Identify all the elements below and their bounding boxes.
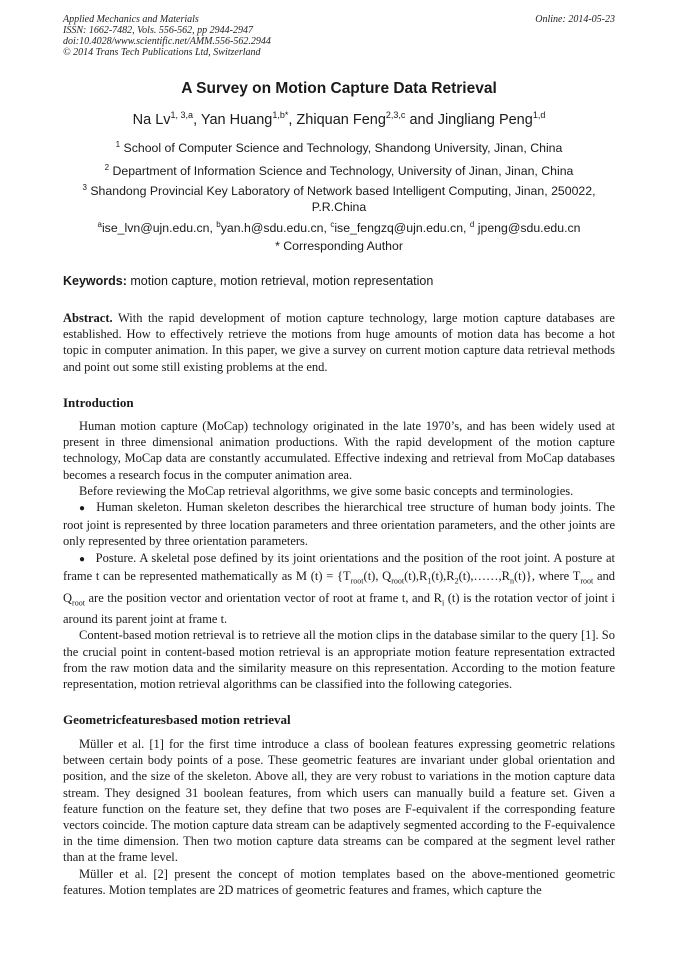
keywords-line [63, 274, 433, 288]
subscript: 1 [427, 576, 432, 586]
abstract-block [63, 310, 615, 375]
author-affil-sup: 2,3,c [385, 110, 406, 120]
abstract-text: With the rapid development of motion capture technology, large motion capture databases are established. How to effectively retrieve the motions from huge amounts of motion data has become a hot topic in computer animation. In this paper, we give a survey on current motion capture data retrieval methods and point out some still existing problems at the end. [63, 311, 615, 374]
posture-text: and Q [63, 568, 615, 605]
section-heading-introduction: Introduction [63, 395, 134, 410]
posture-text: (t),……,R [458, 568, 511, 583]
bullet-posture [63, 550, 615, 628]
subscript: root [580, 576, 594, 586]
online-date: Online: 2014-05-23 [535, 14, 615, 25]
subscript: root [350, 576, 364, 586]
email-sup: a [97, 220, 102, 229]
abstract-label: Abstract. [63, 311, 113, 325]
section-heading-geometric: Geometricfeaturesbased motion retrieval [63, 712, 291, 727]
author-name: Jingliang Peng [437, 111, 533, 128]
email-line [63, 217, 615, 236]
email-c: ise_fengzq@ujn.edu.cn, [334, 221, 467, 236]
affiliation-3 [63, 180, 615, 215]
journal-header [63, 14, 271, 58]
posture-text: (t),R [404, 568, 428, 583]
paper-title: A Survey on Motion Capture Data Retrieval [181, 80, 497, 97]
email-b: yan.h@sdu.edu.cn, [220, 221, 327, 236]
posture-text: (t) is the rotation vector of joint i around its parent joint at frame t. [63, 590, 615, 627]
intro-paragraph-3: Content-based motion retrieval is to retrieve all the motion clips in the database similar to the query [1]. So the crucial point in content-based motion retrieval is an appropriate motion feature representation extracted from the raw motion data and the similarity measure on this representation. According to the motion feature representation, motion retrieval algorithms can be classified into the following categories. [63, 628, 615, 692]
affil-text: School of Computer Science and Technology, Shandong University, Jinan, China [123, 141, 563, 156]
geometric-paragraph-1: Müller et al. [1] for the first time introduce a class of boolean features expressing geometric relations between certain body points of a pose. These geometric features are invariant under global orientation and position, and the size of the skeleton. Above all, they are very robust to variations in the motion capture data stream. They designed 31 boolean features, from which users can manually build a feature set. Given a feature function on the feature set, they define that two poses are F-equivalent if the corresponding feature vectors coincide. The motion capture data stream can be adaptively segmented according to the F-equivalence in the time dimension. Then two motion capture data streams can be compared at the segment level rather than at the frame level. [63, 737, 615, 865]
author-name: Na Lv [132, 111, 171, 128]
keywords-text: motion capture, motion retrieval, motion representation [130, 274, 434, 288]
author-name: Yan Huang [200, 111, 273, 128]
geometric-body [63, 736, 615, 898]
posture-text: are the position vector and orientation vector of root at frame t, and R [84, 590, 442, 605]
geometric-paragraph-2: Müller et al. [2] present the concept of motion templates based on the above-mentioned geometric features. Motion templates are 2D matrices of geometric features and frames, which capture the [63, 866, 615, 897]
author-affil-sup: 1, 3,a [170, 110, 194, 120]
intro-paragraph-2: Before reviewing the MoCap retrieval algorithms, we give some basic concepts and terminologies. [79, 483, 574, 498]
author-list: Na Lv$^{1, 3,a}$, Yan Huang$^{1,b*}$, Zhiquan Feng$^{2,3,c}$ and Jingliang Peng$^{1,d}$ [132, 110, 546, 128]
email-sup: c [330, 220, 335, 229]
posture-text: (t)}, where T [514, 568, 581, 583]
subscript: root [391, 576, 405, 586]
issn-line: ISSN: 1662-7482, Vols. 556-562, pp 2944-2947 [63, 25, 253, 36]
affil-number: 2 [104, 163, 110, 172]
subscript: i [441, 598, 445, 608]
author-and: and [409, 111, 434, 128]
keywords-label: Keywords: [63, 274, 127, 288]
email-a: ise_lvn@ujn.edu.cn, [101, 221, 213, 236]
copyright-line: © 2014 Trans Tech Publications Ltd, Switzerland [63, 47, 261, 58]
journal-name: Applied Mechanics and Materials [63, 14, 199, 25]
email-sup: d [469, 220, 475, 229]
doi-line: doi:10.4028/www.scientific.net/AMM.556-562.2944 [63, 36, 271, 47]
subscript: 2 [454, 576, 459, 586]
email-sup: b [216, 220, 221, 229]
intro-paragraph-1: Human motion capture (MoCap) technology originated in the late 1970’s, and has been widely used at present in three dimensional animation productions. With the rapid development of the motion capture technology, MoCap data are constantly accumulated. Effective indexing and retrieval from MoCap databases becomes a research focus in the computer animation area. [63, 419, 615, 482]
bullet-human-skeleton: ● Human skeleton. Human skeleton describes the hierarchical tree structure of human body joints. The root joint is represented by three location parameters and three orientation parameters, and the other joints are only represented by three orientation parameters. [63, 499, 615, 550]
affil-number: 3 [82, 183, 87, 192]
affil-text: Department of Information Science and Technology, University of Jinan, Jinan, China [112, 164, 574, 179]
affiliation-2 [63, 160, 615, 179]
subscript: root [72, 598, 85, 608]
introduction-body [63, 418, 615, 692]
posture-text: (t),R [431, 568, 455, 583]
affil-number: 1 [115, 140, 121, 149]
posture-text: (t), Q [363, 568, 392, 583]
affiliation-1 [63, 137, 615, 156]
author-name: Zhiquan Feng [296, 111, 386, 128]
author-affil-sup: 1,b* [272, 110, 289, 120]
affil-text: Shandong Provincial Key Laboratory of Network based Intelligent Computing, Jinan, 250022, P.R.China [90, 184, 596, 215]
posture-text: Posture. A skeletal pose defined by its joint orientations and the position of the root joint. A posture at frame t can be represented mathematically as M (t) = {T [63, 550, 615, 583]
corresponding-author-note: * Corresponding Author [275, 239, 403, 253]
email-d: jpeng@sdu.edu.cn [477, 221, 581, 236]
subscript: n [510, 576, 515, 586]
author-affil-sup: 1,d [532, 110, 546, 120]
